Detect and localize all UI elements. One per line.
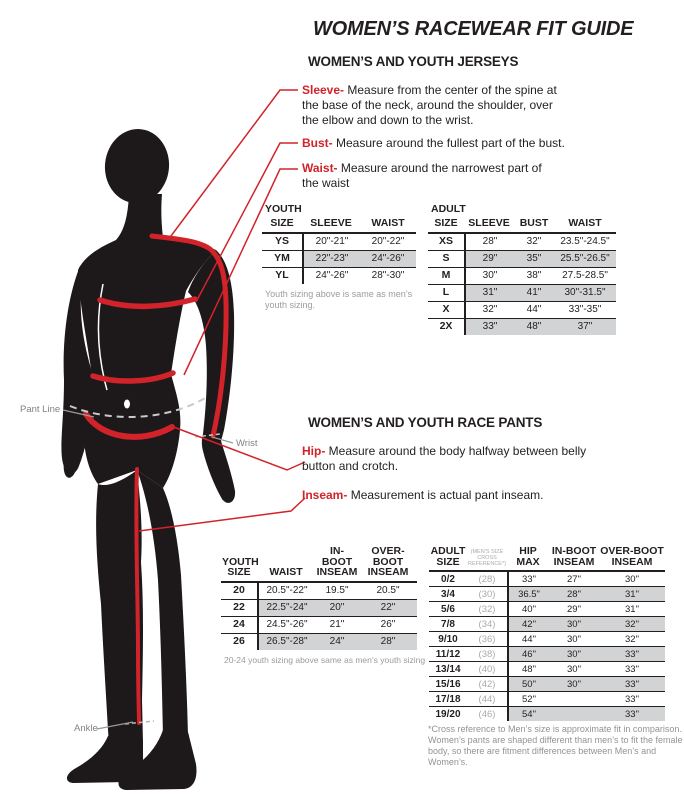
column-header-line1: IN-BOOT (321, 545, 353, 568)
column-header (429, 545, 467, 572)
table-cell: 38" (514, 268, 554, 285)
table-cell: 22 (221, 600, 257, 617)
page-title: WOMEN’S RACEWEAR FIT GUIDE (313, 18, 634, 40)
table-cell: 33" (599, 707, 665, 721)
measure-term: Waist- (302, 161, 338, 175)
table-cell: 40" (507, 602, 549, 617)
column-header-line2: INSEAM (367, 566, 409, 578)
table-cell: 15/16 (429, 677, 467, 692)
table-cell: 33" (464, 319, 514, 335)
measure-term: Bust- (302, 136, 333, 150)
table-cell (549, 707, 599, 721)
bust-measurement-definition (302, 136, 642, 151)
table-cell: 24.5"-26" (257, 617, 315, 634)
table-cell: 24" (315, 634, 359, 650)
column-header-line2: BUST (519, 217, 549, 229)
table-cell: 26" (359, 617, 417, 634)
column-header-line2: MAX (516, 555, 540, 568)
column-header-line2: WAIST (269, 566, 303, 578)
table-cell: 50" (507, 677, 549, 692)
table-cell: (36) (467, 632, 507, 647)
table-cell: 7/8 (429, 617, 467, 632)
table-cell: L (428, 285, 464, 302)
table-cell: 32" (514, 234, 554, 251)
column-header (360, 217, 416, 234)
measure-desc: Measure around the fullest part of the bust. (332, 136, 565, 150)
table-cell: 30" (549, 662, 599, 677)
youth-pants-size-table (221, 545, 425, 666)
table-cell: 33" (599, 692, 665, 707)
column-header-line2: WAIST (371, 217, 405, 229)
table-cell: 48" (507, 662, 549, 677)
table-cell: 28"-30" (371, 270, 405, 281)
table-cell: 17/18 (429, 692, 467, 707)
wrist-label: Wrist (236, 438, 258, 449)
table-cell: 21" (315, 617, 359, 634)
table-cell: 30" (549, 647, 599, 662)
column-header-line2: WAIST (568, 217, 602, 229)
table-cell: YS (262, 234, 302, 251)
table-cell: 24"-26" (302, 268, 360, 284)
column-header-line2: SLEEVE (468, 217, 510, 229)
table-cell: XS (428, 234, 464, 251)
column-header (467, 545, 507, 572)
table-cell: 31" (599, 587, 665, 602)
table-cell: 20"-21" (302, 234, 360, 251)
table-note: Youth sizing above is same as men’s youth sizing. (265, 288, 413, 310)
table-cell: 9/10 (429, 632, 467, 647)
table-cell: 23.5"-24.5" (554, 234, 616, 251)
table-cell: 20"-22" (360, 234, 416, 251)
table-cell: 29" (549, 602, 599, 617)
column-header-line2: SIZE (436, 555, 460, 568)
column-header (315, 545, 359, 583)
female-silhouette (61, 126, 235, 790)
table-cell: 0/2 (429, 572, 467, 587)
table-cell: 31" (599, 602, 665, 617)
table-cell: 28" (464, 234, 514, 251)
table-cell: 33" (599, 677, 665, 692)
table-cell: 3/4 (429, 587, 467, 602)
column-header (359, 545, 417, 583)
table-cell: 25.5"-26.5" (554, 251, 616, 268)
table-cell: (46) (478, 708, 496, 720)
table-cell: 44" (507, 632, 549, 647)
table-cell: 32" (599, 632, 665, 647)
table-cell: 24"-26" (360, 251, 416, 268)
column-header (514, 217, 554, 234)
table-cell: 27" (549, 572, 599, 587)
table-cell: (38) (467, 647, 507, 662)
table-cell: 30" (549, 677, 599, 692)
waist-measurement-definition (302, 161, 550, 191)
size-table (221, 545, 425, 650)
table-cell: 24 (221, 617, 257, 634)
size-table (429, 545, 665, 721)
table-cell: 52" (507, 692, 549, 707)
column-header (507, 545, 549, 572)
measure-desc: Measurement is actual pant inseam. (347, 488, 544, 502)
table-cell (549, 692, 599, 707)
measure-term: Sleeve- (302, 83, 345, 97)
table-cell: (42) (467, 677, 507, 692)
table-cell: 37" (554, 319, 616, 335)
table-cell: 32" (464, 302, 514, 319)
table-cell: 22.5"-24" (257, 600, 315, 617)
column-header-line2: INSEAM (611, 555, 653, 568)
table-cell: 30"-31.5" (554, 285, 616, 302)
table-cell: 33" (507, 572, 549, 587)
table-cell: (40) (467, 662, 507, 677)
inseam-measurement-definition (302, 488, 632, 503)
table-cell: 26.5"-28" (257, 634, 315, 650)
adult-pants-size-table (429, 545, 665, 721)
size-table (262, 217, 423, 284)
table-cell: 30" (549, 632, 599, 647)
table-cell: M (428, 268, 464, 285)
pants-section-heading: WOMEN’S AND YOUTH RACE PANTS (308, 415, 543, 430)
column-header (554, 217, 616, 234)
column-header-line1: IN-BOOT (551, 545, 597, 557)
column-header-small-text: (MEN’S SIZE CROSS REFERENCE*) (468, 549, 506, 567)
figure-right-arm (188, 250, 235, 503)
table-cell: 36.5" (507, 587, 549, 602)
pant-line-label: Pant Line (20, 404, 61, 415)
measure-desc: Measure around the body halfway between belly button and crotch. (302, 444, 587, 473)
table-cell: (34) (467, 617, 507, 632)
table-cell: 2X (439, 320, 453, 332)
table-cell: (28) (467, 572, 507, 587)
column-header (464, 217, 514, 234)
column-header (262, 217, 302, 234)
column-header (221, 545, 257, 583)
column-header (302, 217, 360, 234)
belly-button (124, 400, 130, 409)
column-header (599, 545, 665, 572)
table-cell: 28" (549, 587, 599, 602)
table-cell: 30" (464, 268, 514, 285)
table-cell: YL (275, 269, 289, 281)
table-cell: X (428, 302, 464, 319)
column-header (549, 545, 599, 572)
table-cell: 33" (599, 662, 665, 677)
column-header (257, 545, 315, 583)
table-cell: 42" (507, 617, 549, 632)
table-cell: (44) (467, 692, 507, 707)
table-cell: YM (262, 251, 302, 268)
table-cell: 32" (599, 617, 665, 632)
table-cell: (32) (467, 602, 507, 617)
table-cell: 30" (549, 617, 599, 632)
table-cell: 48" (514, 319, 554, 335)
table-cell: 13/14 (429, 662, 467, 677)
table-label: YOUTH (265, 203, 302, 215)
column-header-line1: YOUTH (222, 555, 259, 568)
table-cell: 31" (464, 285, 514, 302)
column-header-line2: INSEAM (553, 555, 595, 568)
cross-reference-footnote: *Cross reference to Men’s size is approximate fit in comparison. Women’s pants are shaped different than men’s to fit the female body, so there are fitment differences between Men’s and Women’s. (428, 724, 683, 767)
table-note: 20-24 youth sizing above same as men’s youth sizing (224, 654, 426, 665)
table-cell: 29" (464, 251, 514, 268)
column-header-line2: SIZE (434, 217, 458, 229)
table-cell: 20 (221, 583, 257, 600)
column-header-line2: SIZE (270, 217, 294, 229)
table-cell: 44" (514, 302, 554, 319)
column-header-line1: HIP (519, 545, 537, 557)
measure-desc: Measure from the center of the spine at the base of the neck, around the shoulder, over the elbow and down to the wrist. (302, 83, 557, 127)
column-header-line2: INSEAM (316, 566, 358, 578)
table-cell: 11/12 (429, 647, 467, 662)
table-cell: 20.5"-22" (257, 583, 315, 600)
table-cell: 28" (359, 634, 417, 650)
table-cell: 20.5" (359, 583, 417, 600)
table-cell: 41" (514, 285, 554, 302)
measure-term: Inseam- (302, 488, 348, 502)
column-header-line2: SLEEVE (310, 217, 352, 229)
table-label: ADULT (431, 203, 466, 215)
table-cell: 5/6 (429, 602, 467, 617)
table-cell: S (428, 251, 464, 268)
table-cell: 30" (599, 572, 665, 587)
figure-back-leg (137, 470, 188, 737)
sleeve-measurement-definition (302, 83, 564, 128)
ankle-label: Ankle (74, 723, 98, 734)
measure-desc: Measure around the narrowest part of the waist (302, 161, 542, 190)
table-cell: 33" (599, 647, 665, 662)
column-header (428, 217, 464, 234)
table-cell: 20" (315, 600, 359, 617)
column-header-line2: SIZE (227, 566, 251, 578)
table-cell: 33"-35" (554, 302, 616, 319)
table-cell: 46" (507, 647, 549, 662)
jerseys-section-heading: WOMEN’S AND YOUTH JERSEYS (308, 54, 519, 69)
column-header-line1: ADULT (430, 545, 466, 557)
youth-jerseys-size-table (262, 203, 423, 311)
measure-term: Hip- (302, 444, 326, 458)
table-cell: (30) (467, 587, 507, 602)
table-cell: 19.5" (315, 583, 359, 600)
table-cell: 22" (359, 600, 417, 617)
table-cell: 19/20 (435, 708, 461, 720)
table-cell: 26 (233, 635, 245, 647)
adult-jerseys-size-table (428, 203, 616, 335)
size-table (428, 217, 616, 335)
table-cell: 54" (507, 707, 549, 721)
table-cell: 35" (514, 251, 554, 268)
column-header-line1: OVER-BOOT (371, 545, 405, 568)
table-cell: 27.5-28.5" (554, 268, 616, 285)
column-header-line1: OVER-BOOT (600, 545, 664, 557)
table-cell: 22"-23" (302, 251, 360, 268)
hip-measurement-definition (302, 444, 592, 474)
